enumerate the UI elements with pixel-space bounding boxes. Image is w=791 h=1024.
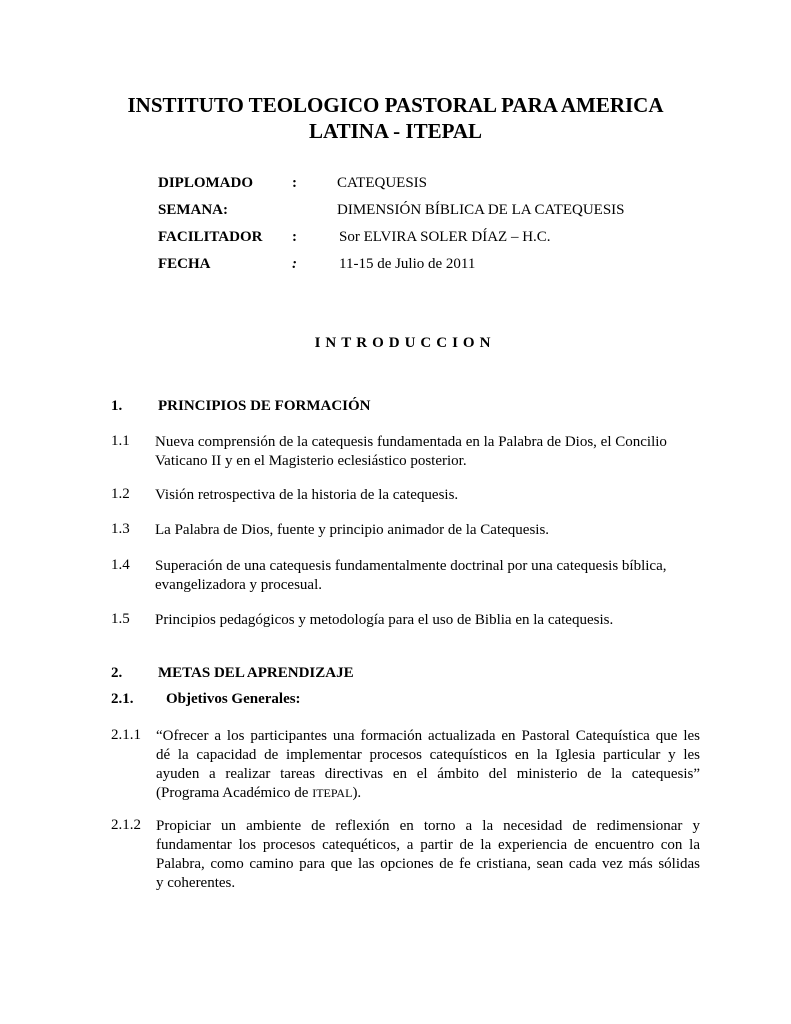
list-item-line: Propiciar un ambiente de reflexión en torno a la necesidad de redimensionar y: [156, 818, 700, 834]
list-item-line: evangelizadora y procesual.: [155, 577, 322, 593]
meta-separator: :: [292, 229, 297, 245]
section-1-title: PRINCIPIOS DE FORMACIÓN: [158, 398, 371, 414]
list-item: [156, 727, 700, 803]
list-item-line: [156, 784, 700, 803]
section-2-number: 2.: [111, 665, 123, 681]
item-number: 1.3: [111, 521, 130, 537]
section-2-title: METAS DEL APRENDIZAJE: [158, 665, 354, 681]
list-item: La Palabra de Dios, fuente y principio animador de la Catequesis.: [155, 522, 550, 538]
item-number: 1.2: [111, 486, 130, 502]
list-item-line: Palabra, como camino para que las opciones de fe cristiana, sean cada vez más sólidas: [156, 856, 700, 872]
list-item-line: y coherentes.: [156, 875, 236, 891]
list-item: Visión retrospectiva de la historia de la catequesis.: [155, 487, 459, 503]
citation-suffix: ).: [352, 785, 362, 801]
meta-value-facilitador: Sor ELVIRA SOLER DÍAZ – H.C.: [339, 229, 551, 245]
list-item: [155, 557, 701, 595]
meta-label-facilitador: FACILITADOR: [158, 229, 263, 245]
list-item-line: ayuden a realizar tareas directivas en el ámbito del ministerio de la catequesis”: [156, 766, 700, 782]
list-item-line: Vaticano II y en el Magisterio eclesiástico posterior.: [155, 453, 467, 469]
section-1-number: 1.: [111, 398, 123, 414]
meta-separator: :: [292, 256, 297, 272]
citation-prefix: (Programa Académico de: [156, 785, 313, 801]
list-item-line: dé la capacidad de implementar procesos catequísticos en la Iglesia particular y les: [156, 747, 700, 763]
meta-value-fecha: 11-15 de Julio de 2011: [339, 256, 476, 272]
item-number: 2.1.2: [111, 817, 141, 833]
meta-value-semana: DIMENSIÓN BÍBLICA DE LA CATEQUESIS: [337, 202, 625, 218]
citation-abbreviation: ITEPAL: [312, 786, 353, 800]
list-item-line: Superación de una catequesis fundamentalmente doctrinal por una catequesis bíblica,: [155, 558, 667, 574]
item-number: 1.1: [111, 433, 130, 449]
document-title-line1: INSTITUTO TEOLOGICO PASTORAL PARA AMERICA: [127, 93, 664, 117]
list-item: [155, 433, 701, 471]
item-number: 1.5: [111, 611, 130, 627]
subsection-title: Objetivos Generales:: [166, 691, 301, 707]
meta-label-semana: SEMANA:: [158, 202, 228, 218]
list-item-line: Nueva comprensión de la catequesis fundamentada en la Palabra de Dios, el Concilio: [155, 434, 667, 450]
item-number: 1.4: [111, 557, 130, 573]
list-item: [156, 817, 700, 893]
subsection-number: 2.1.: [111, 691, 134, 707]
meta-separator: :: [292, 175, 297, 191]
list-item: Principios pedagógicos y metodología para el uso de Biblia en la catequesis.: [155, 612, 614, 628]
document-title-line2: LATINA - ITEPAL: [308, 119, 483, 143]
meta-value-diplomado: CATEQUESIS: [337, 175, 428, 191]
list-item-line: “Ofrecer a los participantes una formación actualizada en Pastoral Catequística que les: [156, 728, 700, 744]
introduction-heading: INTRODUCCION: [314, 335, 496, 351]
meta-label-diplomado: DIPLOMADO: [158, 175, 253, 191]
meta-label-fecha: FECHA: [158, 256, 211, 272]
item-number: 2.1.1: [111, 727, 141, 743]
list-item-line: fundamentar los procesos catequéticos, a partir de la experiencia de encuentro con la: [156, 837, 700, 853]
